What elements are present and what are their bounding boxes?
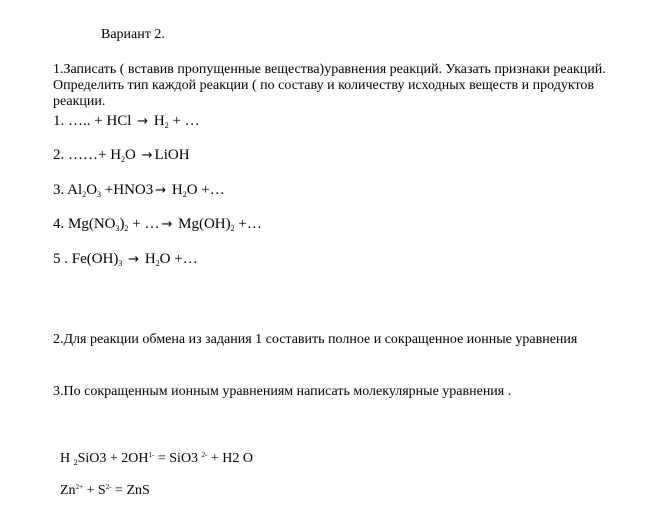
eq3-subscript-3: 2 bbox=[182, 190, 187, 199]
ionic1-a-subscript: 2 bbox=[73, 458, 78, 467]
eq2-mid: O bbox=[125, 147, 136, 163]
eq5-product: H bbox=[141, 251, 156, 267]
eq3-mid: +HNO3 bbox=[101, 182, 154, 198]
task3-text: 3.По сокращенным ионным уравнениям написать молекулярные уравнения . bbox=[53, 384, 512, 399]
eq3-arrow-icon: → bbox=[155, 183, 167, 198]
eq2-product: LiOH bbox=[154, 147, 190, 163]
ionic1-b-superscript: 1- bbox=[148, 451, 155, 459]
eq4-arrow-icon: → bbox=[161, 217, 173, 232]
eq4-subscript-3: 2 bbox=[230, 224, 235, 233]
eq5-arrow-icon: → bbox=[128, 252, 140, 267]
eq4-subscript-1: 3 bbox=[115, 224, 120, 233]
eq1-arrow-icon: → bbox=[137, 114, 149, 129]
eq2-reactants: 2. ……+ H bbox=[53, 147, 122, 163]
task1-line2: Определить тип каждой реакции ( по составу и количеству исходных веществ и продуктов bbox=[53, 78, 595, 93]
ionic1-d: + H2 O bbox=[207, 451, 254, 466]
variant-title: Вариант 2. bbox=[101, 27, 165, 42]
task2-text: 2.Для реакции обмена из задания 1 составить полное и сокращенное ионные уравнения bbox=[53, 332, 578, 347]
ionic2-b-superscript: 2- bbox=[105, 483, 112, 491]
eq4-reactant: 4. Mg(NO bbox=[53, 216, 116, 232]
task1-line3: реакции. bbox=[53, 94, 106, 109]
eq2-subscript: 2 bbox=[121, 155, 126, 164]
eq5-tail: O +… bbox=[159, 251, 198, 267]
eq3-product: H bbox=[168, 182, 183, 198]
eq5-subscript-2: 2 bbox=[155, 259, 160, 268]
ionic2-a: Zn bbox=[60, 483, 76, 498]
equation-1 bbox=[53, 113, 200, 130]
eq1-subscript: 2 bbox=[164, 121, 169, 130]
task1-line1: 1.Записать ( вставив пропущенные вещества)уравнения реакций. Указать признаки реакций. bbox=[53, 62, 606, 77]
eq1-tail: + … bbox=[168, 113, 200, 129]
ionic1-c: = SiO3 bbox=[154, 451, 202, 466]
eq4-product: Mg(OH) bbox=[174, 216, 231, 232]
equation-4 bbox=[53, 216, 262, 233]
equation-5 bbox=[53, 251, 198, 268]
eq4-tail: +… bbox=[234, 216, 262, 232]
equation-2 bbox=[53, 147, 190, 164]
ionic2-b: + S bbox=[83, 483, 106, 498]
ionic1-b: SiO3 + 2OH bbox=[77, 451, 149, 466]
ionic1-a: H bbox=[60, 451, 74, 466]
eq1-product: H bbox=[153, 113, 165, 129]
ionic2-a-superscript: 2+ bbox=[75, 483, 84, 491]
eq3-reactant: 3. Al bbox=[53, 182, 83, 198]
equation-3 bbox=[53, 182, 225, 199]
eq3-part2: O bbox=[86, 182, 98, 198]
eq3-tail: O +… bbox=[186, 182, 225, 198]
ionic-equation-1 bbox=[60, 451, 253, 467]
eq5-reactant: 5 . Fe(OH) bbox=[53, 251, 119, 267]
eq5-subscript-1: 3 bbox=[118, 259, 123, 268]
eq4-subscript-2: 2 bbox=[124, 224, 129, 233]
eq4-part2: ) bbox=[119, 216, 125, 232]
ionic1-c-superscript: 2- bbox=[201, 451, 208, 459]
eq4-mid: + … bbox=[128, 216, 160, 232]
eq3-subscript-2: 3 bbox=[97, 190, 102, 199]
eq2-arrow-icon: → bbox=[141, 148, 153, 163]
ionic-equation-2 bbox=[60, 483, 150, 499]
eq1-reactants: 1. ….. + HCl bbox=[53, 113, 132, 129]
ionic2-c: = ZnS bbox=[111, 483, 150, 498]
eq3-subscript-1: 2 bbox=[82, 190, 87, 199]
